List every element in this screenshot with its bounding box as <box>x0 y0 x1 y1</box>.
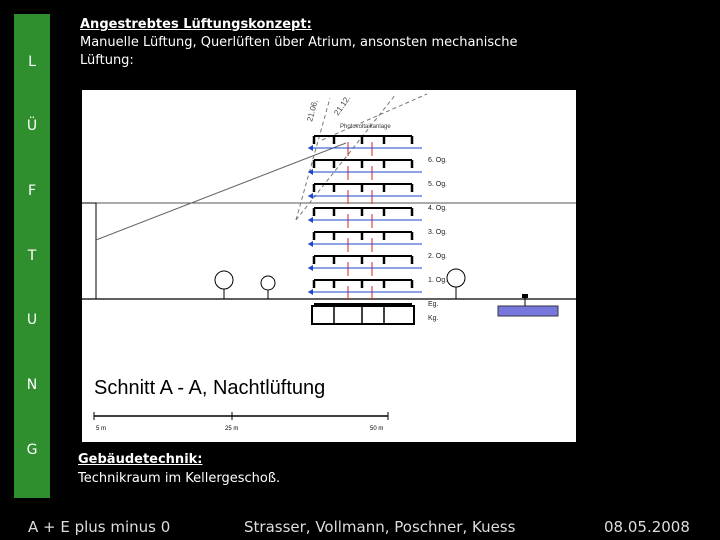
roof-label: Photovoltaikanlage <box>340 124 391 130</box>
airflow-arrowhead <box>308 265 313 271</box>
header-block <box>80 16 560 70</box>
floor-label: 3. Og. <box>428 229 448 236</box>
angle-label: 21.12. <box>332 93 353 118</box>
airflow-arrowhead <box>308 193 313 199</box>
drawing-title: Schnitt A - A, Nachtlüftung <box>94 377 326 399</box>
airflow-arrowhead <box>308 289 313 295</box>
floor-label: Kg. <box>428 315 439 322</box>
sidebar-letter: L <box>28 54 36 70</box>
floor-label: 2. Og. <box>428 253 448 260</box>
footer-date: 08.05.2008 <box>604 518 690 536</box>
section-drawing <box>82 90 576 442</box>
cellar <box>312 306 414 324</box>
pool-marker-head <box>522 294 528 298</box>
building-services-block <box>78 450 478 488</box>
sidebar-letter: G <box>26 442 38 458</box>
scale-label: 25 m <box>225 426 239 432</box>
section-drawing-svg <box>82 90 576 442</box>
angle-label: 21.06. <box>305 98 320 123</box>
building-services-heading: Gebäudetechnik: <box>78 452 203 467</box>
airflow-arrowhead <box>308 169 313 175</box>
airflow-arrowhead <box>308 217 313 223</box>
sidebar-letter: Ü <box>26 118 38 134</box>
tree-icon <box>447 269 465 299</box>
terrain-edge <box>82 203 96 299</box>
floor-label: 6. Og. <box>428 157 448 164</box>
tree-icon <box>261 276 275 299</box>
scale-label: 5 m <box>96 426 107 432</box>
sidebar-bar <box>14 14 50 498</box>
header-text: Manuelle Lüftung, Querlüften über Atrium, ansonsten mechanische Lüftung: <box>80 35 518 68</box>
floor-label: 4. Og. <box>428 205 448 212</box>
header-heading: Angestrebtes Lüftungskonzept: <box>80 17 312 32</box>
sidebar-letter: T <box>27 248 37 264</box>
floor-label: Eg. <box>428 301 439 308</box>
sidebar-letter: U <box>26 312 38 328</box>
sidebar-letter: N <box>26 377 38 393</box>
sidebar-letter: F <box>27 183 37 199</box>
footer-project: A + E plus minus 0 <box>28 518 171 536</box>
building-services-text: Technikraum im Kellergeschoß. <box>78 471 281 486</box>
pool <box>498 306 558 316</box>
sun-line-low <box>96 143 346 240</box>
scale-label: 50 m <box>370 426 384 432</box>
airflow-arrowhead <box>308 241 313 247</box>
floor-label: 1. Og. <box>428 277 448 284</box>
tree-icon <box>215 271 233 299</box>
airflow-arrowhead <box>308 145 313 151</box>
footer-authors: Strasser, Vollmann, Poschner, Kuess <box>244 518 516 536</box>
floor-label: 5. Og. <box>428 181 448 188</box>
building-section <box>308 136 447 324</box>
